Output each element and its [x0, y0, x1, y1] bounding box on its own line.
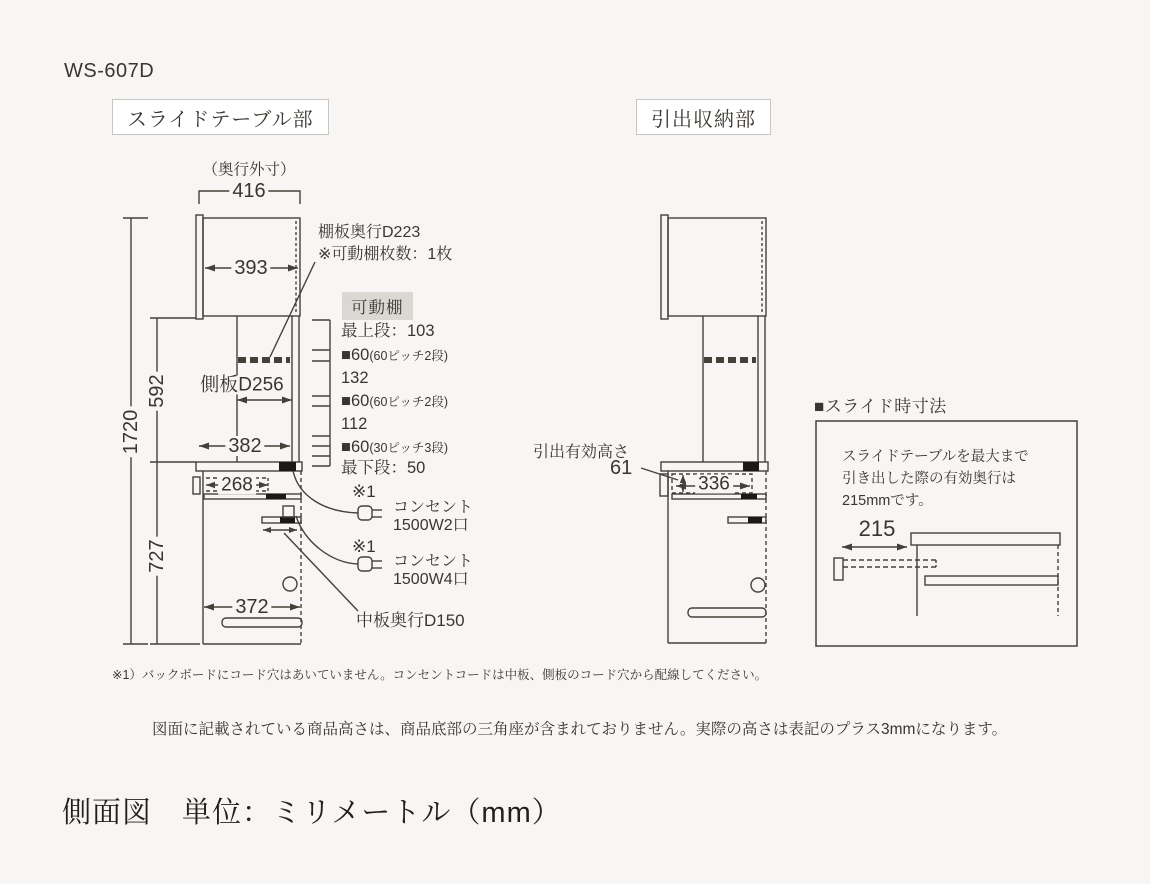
plug-icon [358, 506, 372, 520]
dim-open-height: 592 [147, 371, 167, 410]
outlet-ref: ※1 [352, 537, 376, 556]
dim-top-inner-depth: 393 [231, 258, 270, 278]
board-outlet-box [283, 506, 294, 517]
dim-slide-depth: 268 [218, 476, 256, 495]
shelf-row-sub: (60ピッチ2段) [369, 349, 449, 363]
shelf-row [341, 346, 448, 365]
leader-lines [270, 262, 678, 611]
dim-mid-width: 382 [225, 436, 264, 456]
plug-icon [358, 557, 372, 571]
section-label-slide-table: スライドテーブル部 [112, 99, 329, 135]
slide-desc-line2: 引き出した際の有効奥行は [842, 471, 1016, 487]
shelf-row-sub: (30ピッチ3段) [369, 441, 449, 455]
upper-box [668, 218, 766, 316]
slide-table-front [660, 474, 668, 496]
right-cabinet-drawing [660, 215, 768, 643]
model-number: WS-607D [64, 60, 155, 82]
shelf-row [341, 392, 448, 411]
middle-board-label: 中板奥行D150 [356, 611, 465, 630]
cord-2 [296, 516, 358, 564]
drawing-title: 側面図 単位：ミリメートル（mm） [62, 797, 562, 829]
footnote-1: ※1）バックボードにコード穴はあいていません。コンセントコードは中板、側板のコード穴から配線してください。 [112, 668, 768, 682]
slide-desc-line3: 215mmです。 [842, 493, 933, 509]
cord-hole [751, 578, 765, 592]
section-label-drawer: 引出収納部 [636, 99, 771, 135]
shelf-row-main: 最下段：50 [341, 459, 426, 477]
shelf-row-main: ■60 [341, 438, 370, 456]
shelf-row [341, 322, 435, 341]
inset-shelf [925, 576, 1058, 585]
dim-bottom-width: 372 [232, 597, 271, 617]
shelf-row [341, 415, 367, 434]
dim-drawer-height: 61 [610, 457, 633, 479]
shelf-row-main: 112 [341, 415, 368, 433]
leader-middle-board [284, 533, 358, 611]
shelf-depth-note: 棚板奥行D223 [318, 224, 421, 241]
dim-slide-effective-depth: 215 [856, 518, 899, 540]
base-rail [688, 608, 766, 617]
shelf-row [341, 438, 448, 457]
upper-door-panel [196, 215, 203, 319]
outlet-spec: 1500W4口 [393, 571, 469, 588]
base-rail [222, 618, 302, 627]
shelf-pitch-bracket [312, 320, 330, 466]
shelf-row-sub: (60ピッチ2段) [369, 395, 449, 409]
shelf-row-main: ■60 [341, 346, 370, 364]
cord-hole [283, 577, 297, 591]
side-panel-label: 側板D256 [197, 376, 286, 395]
movable-shelf-title: 可動棚 [342, 292, 413, 320]
outlet-ref: ※1 [352, 482, 376, 501]
counter-stop-block [279, 462, 296, 471]
shelf-row-main: 132 [341, 369, 369, 387]
dim-outer-depth: 416 [229, 181, 268, 201]
pulled-table-front [834, 558, 843, 580]
dim-total-height: 1720 [121, 407, 141, 458]
drawer-height-label: 引出有効高さ [533, 444, 630, 461]
depth-note-label: （奥行外寸） [199, 162, 298, 178]
shelf-count-note: ※可動棚枚数：1枚 [318, 246, 453, 263]
slide-table-front [193, 477, 200, 494]
outlet-name: コンセント [393, 553, 474, 570]
shelf-row [341, 369, 369, 388]
upper-door-panel [661, 215, 668, 319]
outlet-name: コンセント [393, 499, 474, 516]
shelf-row [341, 459, 425, 478]
shelf-row-main: ■60 [341, 392, 370, 410]
slide-inset-heading: ■スライド時寸法 [814, 397, 947, 416]
dim-drawer-depth: 336 [695, 475, 733, 494]
shelf-row-main: 最上段：103 [341, 322, 435, 340]
dim-base-height: 727 [147, 536, 167, 575]
footnote-2: 図面に記載されている商品高さは、商品底部の三角座が含まれておりません。実際の高さは表記のプラス3mmになります。 [152, 721, 1008, 738]
slide-desc-line1: スライドテーブルを最大まで [842, 449, 1029, 465]
outlet-spec: 1500W2口 [393, 517, 469, 534]
inset-counter [911, 533, 1060, 545]
